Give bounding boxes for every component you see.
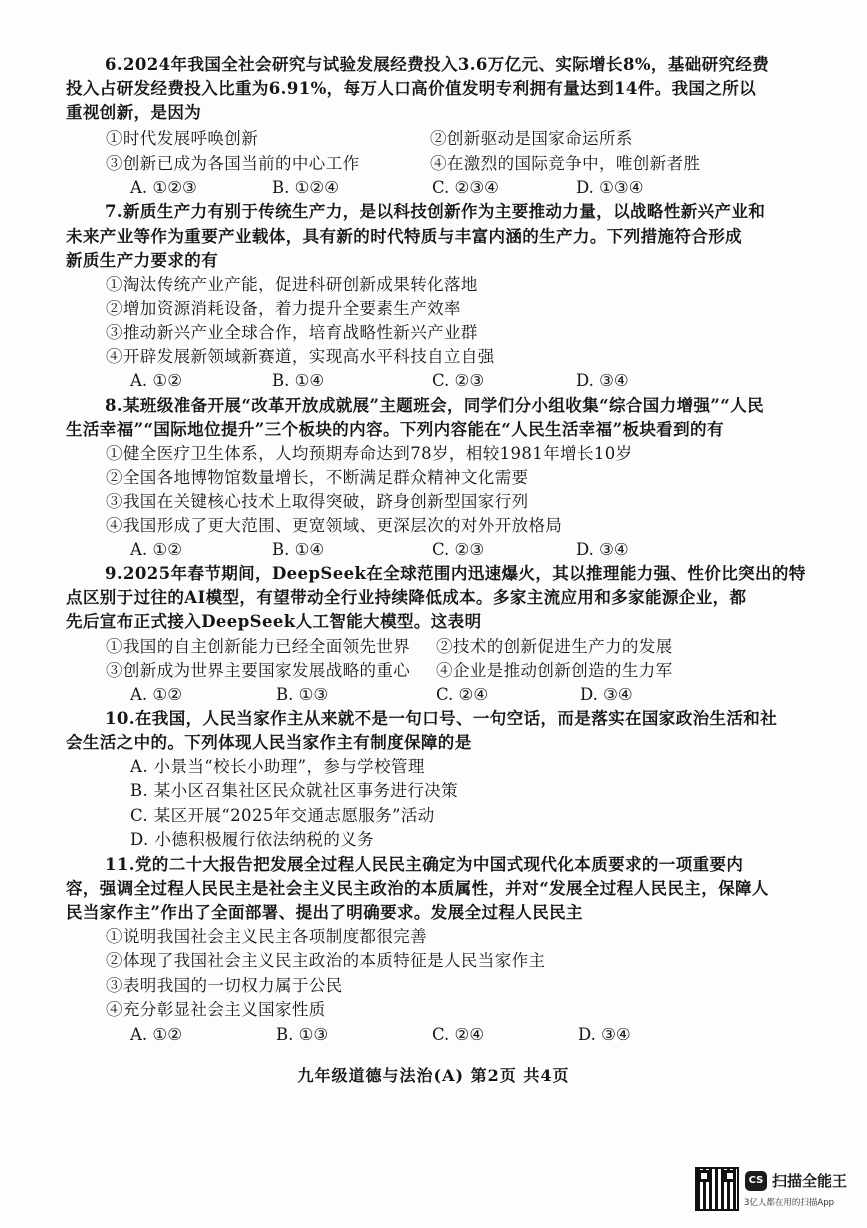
question-11-options xyxy=(0,1024,867,1046)
question-6-options xyxy=(0,177,867,199)
option-a[interactable]: A. ①②③ xyxy=(130,178,197,197)
question-7-stem-line-2: 未来产业等作为重要产业载体，具有新的时代特质与丰富内涵的生产力。下列措施符合形成 xyxy=(66,227,742,246)
question-8-item-2: ②全国各地博物馆数量增长，不断满足群众精神文化需要 xyxy=(106,468,529,487)
question-9-stem-line-3: 先后宣布正式接入DeepSeek人工智能大模型。这表明 xyxy=(66,612,482,631)
question-11-item-4: ④充分彰显社会主义国家性质 xyxy=(106,1000,326,1019)
camscanner-logo-icon: CS xyxy=(745,1171,767,1191)
question-9-item-4: ④企业是推动创新创造的生力军 xyxy=(436,661,673,680)
question-6-stem-line-1: 6.2024年我国全社会研究与试验发展经费投入3.6万亿元、实际增长8%，基础研究经费 xyxy=(105,55,770,74)
option-a[interactable]: A. ①② xyxy=(130,540,182,559)
question-11-stem-line-2: 容，强调全过程人民民主是社会主义民主政治的本质属性，并对“发展全过程人民民主，保障人 xyxy=(66,879,769,898)
question-9-item-1: ①我国的自主创新能力已经全面领先世界 xyxy=(106,637,411,656)
question-7-item-1: ①淘汰传统产业产能，促进科研创新成果转化落地 xyxy=(106,275,478,294)
question-8-item-3: ③我国在关键核心技术上取得突破，跻身创新型国家行列 xyxy=(106,492,529,511)
question-10-stem-line-1: 10.在我国，人民当家作主从来就不是一句口号、一句空话，而是落实在国家政治生活和社 xyxy=(105,709,778,728)
question-8-stem-line-1: 8.某班级准备开展“改革开放成就展”主题班会，同学们分小组收集“综合国力增强”“人民 xyxy=(105,396,764,415)
option-c[interactable]: C. ②④ xyxy=(436,685,489,704)
option-c[interactable]: C. ②④ xyxy=(432,1025,485,1044)
question-8-options xyxy=(0,539,867,561)
question-11-item-1: ①说明我国社会主义民主各项制度都很完善 xyxy=(106,927,428,946)
option-c[interactable]: C. 某区开展“2025年交通志愿服务”活动 xyxy=(130,806,435,825)
question-11-stem-line-1: 11.党的二十大报告把发展全过程人民民主确定为中国式现代化本质要求的一项重要内 xyxy=(105,855,744,874)
camscanner-name: 扫描全能王 xyxy=(772,1172,848,1190)
page-footer: 九年级道德与法治(A) 第2页 共4页 xyxy=(297,1066,570,1085)
option-b[interactable]: B. ①②④ xyxy=(272,178,339,197)
question-11-item-2: ②体现了我国社会主义民主政治的本质特征是人民当家作主 xyxy=(106,951,546,970)
question-11-item-3: ③表明我国的一切权力属于公民 xyxy=(106,976,343,995)
option-d[interactable]: D. 小德积极履行依法纳税的义务 xyxy=(130,830,375,849)
question-6-item-4: ④在激烈的国际竞争中，唯创新者胜 xyxy=(430,154,701,173)
option-d[interactable]: D. ①③④ xyxy=(576,178,644,197)
question-9-stem-line-1: 9.2025年春节期间，DeepSeek在全球范围内迅速爆火，其以推理能力强、性价比突出的特 xyxy=(105,564,806,583)
question-7-stem-line-1: 7.新质生产力有别于传统生产力，是以科技创新作为主要推动力量，以战略性新兴产业和 xyxy=(105,202,766,221)
option-a[interactable]: A. 小景当“校长小助理”，参与学校管理 xyxy=(130,757,425,776)
question-9-options xyxy=(0,684,867,706)
option-d[interactable]: D. ③④ xyxy=(580,685,633,704)
question-6-item-3: ③创新已成为各国当前的中心工作 xyxy=(106,154,360,173)
question-7-item-3: ③推动新兴产业全球合作，培育战略性新兴产业群 xyxy=(106,323,478,342)
option-b[interactable]: B. ①③ xyxy=(276,685,329,704)
option-b[interactable]: B. ①④ xyxy=(272,371,325,390)
option-a[interactable]: A. ①② xyxy=(130,1025,182,1044)
question-6-stem-line-2: 投入占研发经费投入比重为6.91%，每万人口高价值发明专利拥有量达到14件。我国之所以 xyxy=(66,79,757,98)
question-6-item-1: ①时代发展呼唤创新 xyxy=(106,129,259,148)
question-10-stem-line-2: 会生活之中的。下列体现人民当家作主有制度保障的是 xyxy=(66,733,472,752)
question-6-stem-line-3: 重视创新，是因为 xyxy=(66,103,202,122)
qr-code-icon xyxy=(695,1167,739,1211)
question-7-options xyxy=(0,370,867,392)
question-7-item-4: ④开辟发展新领域新赛道，实现高水平科技自立自强 xyxy=(106,347,495,366)
question-7-item-2: ②增加资源消耗设备，着力提升全要素生产效率 xyxy=(106,299,461,318)
camscanner-tagline: 3亿人都在用的扫描App xyxy=(744,1198,835,1208)
question-8-item-1: ①健全医疗卫生体系，人均预期寿命达到78岁，相较1981年增长10岁 xyxy=(106,444,633,463)
question-11-stem-line-3: 民当家作主”作出了全面部署、提出了明确要求。发展全过程人民民主 xyxy=(66,903,583,922)
option-d[interactable]: D. ③④ xyxy=(578,1025,631,1044)
option-c[interactable]: C. ②③④ xyxy=(432,178,499,197)
question-8-item-4: ④我国形成了更大范围、更宽领域、更深层次的对外开放格局 xyxy=(106,516,563,535)
option-a[interactable]: A. ①② xyxy=(130,685,182,704)
option-c[interactable]: C. ②③ xyxy=(432,540,485,559)
question-8-stem-line-2: 生活幸福”“国际地位提升”三个板块的内容。下列内容能在“人民生活幸福”板块看到的有 xyxy=(66,420,724,439)
option-b[interactable]: B. ①④ xyxy=(272,540,325,559)
option-d[interactable]: D. ③④ xyxy=(576,540,629,559)
question-7-stem-line-3: 新质生产力要求的有 xyxy=(66,251,219,270)
question-9-item-3: ③创新成为世界主要国家发展战略的重心 xyxy=(106,661,411,680)
option-d[interactable]: D. ③④ xyxy=(576,371,629,390)
question-9-stem-line-2: 点区别于过往的AI模型，有望带动全行业持续降低成本。多家主流应用和多家能源企业，都 xyxy=(66,588,747,607)
question-6-item-2: ②创新驱动是国家命运所系 xyxy=(430,129,633,148)
question-9-item-2: ②技术的创新促进生产力的发展 xyxy=(436,637,673,656)
option-b[interactable]: B. 某小区召集社区民众就社区事务进行决策 xyxy=(130,781,459,800)
option-c[interactable]: C. ②③ xyxy=(432,371,485,390)
option-a[interactable]: A. ①② xyxy=(130,371,182,390)
option-b[interactable]: B. ①③ xyxy=(276,1025,329,1044)
